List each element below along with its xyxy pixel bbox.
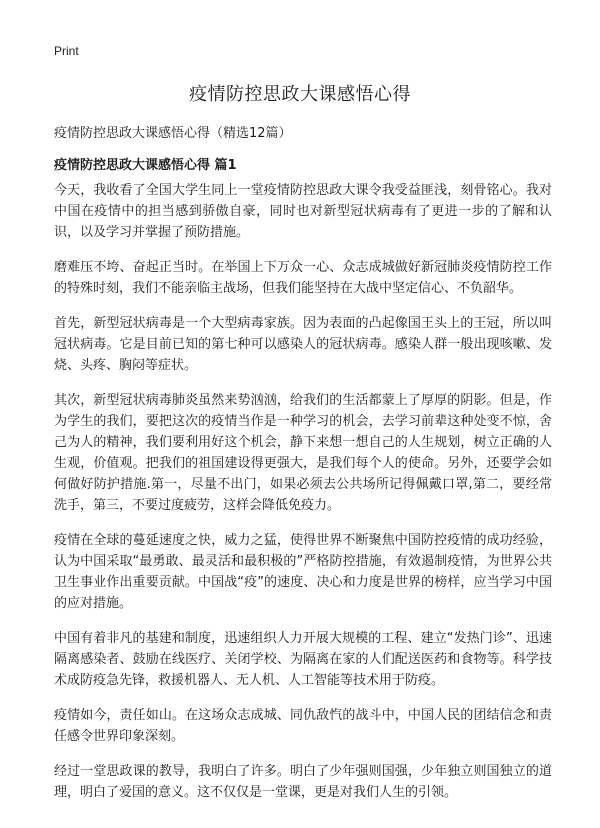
paragraph: 磨难压不垮、奋起正当时。在举国上下万众一心、众志成城做好新冠肺炎疫情防控工作的特殊时刻，我们不能亲临主战场，但我们能坚持在大战中坚定信心、不负韶华。 — [54, 260, 552, 296]
paragraph: 疫情如今，责任如山。在这场众志成城、同仇敌忾的战斗中，中国人民的团结信念和责任感令世界印象深刻。 — [54, 708, 552, 744]
paragraph: 疫情在全球的蔓延速度之快，威力之猛，使得世界不断聚焦中国防控疫情的成功经验，认为中国采取“最勇敢、最灵活和最积极的”严格防控措施，有效遏制疫情，为世界公共卫生事业作出重要贡献。中国战“疫”的速度、决心和力度是世界的榜样，应当学习中国的应对措施。 — [54, 533, 552, 611]
body-paragraphs — [54, 180, 552, 817]
document-subtitle: 疫情防控思政大课感悟心得（精选12篇） — [54, 126, 292, 141]
paragraph: 中国有着非凡的基建和制度，迅速组织人力开展大规模的工程、建立“发热门诊”、迅速隔离感染者、鼓励在线医疗、关闭学校、为隔离在家的人们配送医药和食物等。科学技术成防疫急先锋，救援机器人、无人机、人工智能等技术用于防疫。 — [54, 631, 552, 688]
paragraph: 今天，我收看了全国大学生同上一堂疫情防控思政大课令我受益匪浅，刻骨铭心。我对中国在疫情中的担当感到骄傲自豪，同时也对新型冠状病毒有了更进一步的了解和认识，以及学习并掌握了预防措施。 — [54, 183, 552, 240]
section-heading: 疫情防控思政大课感悟心得 篇1 — [54, 158, 237, 173]
paragraph: 经过一堂思政课的教导，我明白了许多。明白了少年强则国强，少年独立则国独立的道理，明白了爱国的意义。这不仅仅是一堂课，更是对我们人生的引领。 — [54, 764, 552, 800]
paragraph: 其次，新型冠状病毒肺炎虽然来势汹汹，给我们的生活都蒙上了厚厚的阴影。但是，作为学生的我们，要把这次的疫情当作是一种学习的机会，去学习前辈这种处变不惊，舍己为人的精神，我们要利用好这个机会，静下来想一想自己的人生规划，树立正确的人生观，价值观。把我们的祖国建设得更强大，是我们每个人的使命。另外，还要学会如何做好防护措施.第一，尽量不出门，如果必须去公共场所记得佩戴口罩,第二，要经常洗手，第三，不要过度疲劳，这样会降低免疫力。 — [54, 393, 552, 513]
document-title: 疫情防控思政大课感悟心得 — [189, 84, 411, 105]
print-label: Print — [54, 44, 79, 58]
paragraph: 首先，新型冠状病毒是一个大型病毒家族。因为表面的凸起像国王头上的王冠，所以叫冠状病毒。它是目前已知的第七种可以感染人的冠状病毒。感染人群一般出现咳嗽、发烧、头疼、胸闷等症状。 — [54, 316, 552, 373]
